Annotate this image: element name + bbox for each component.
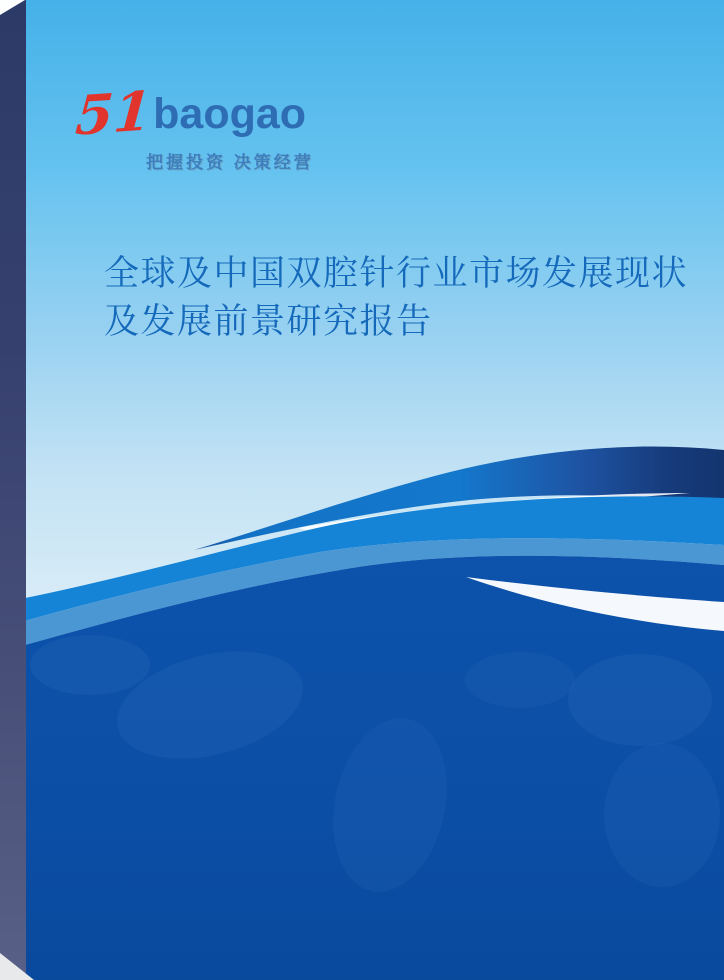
report-title-line-2: 及发展前景研究报告 (104, 302, 433, 341)
brand-logo-wordmark (73, 78, 314, 148)
spine-corner-top (0, 0, 25, 15)
brand-logo (73, 78, 314, 173)
report-title (104, 250, 694, 346)
spine-corner-bottom (0, 953, 34, 980)
brand-tagline: 把握投资 决策经营 (146, 153, 314, 172)
logo-prefix-51: 51 (73, 78, 154, 148)
logo-name-baogao: baogao (153, 90, 307, 138)
report-title-line-1: 全球及中国双腔针行业市场发展现状 (104, 254, 689, 293)
book-spine (0, 0, 26, 980)
